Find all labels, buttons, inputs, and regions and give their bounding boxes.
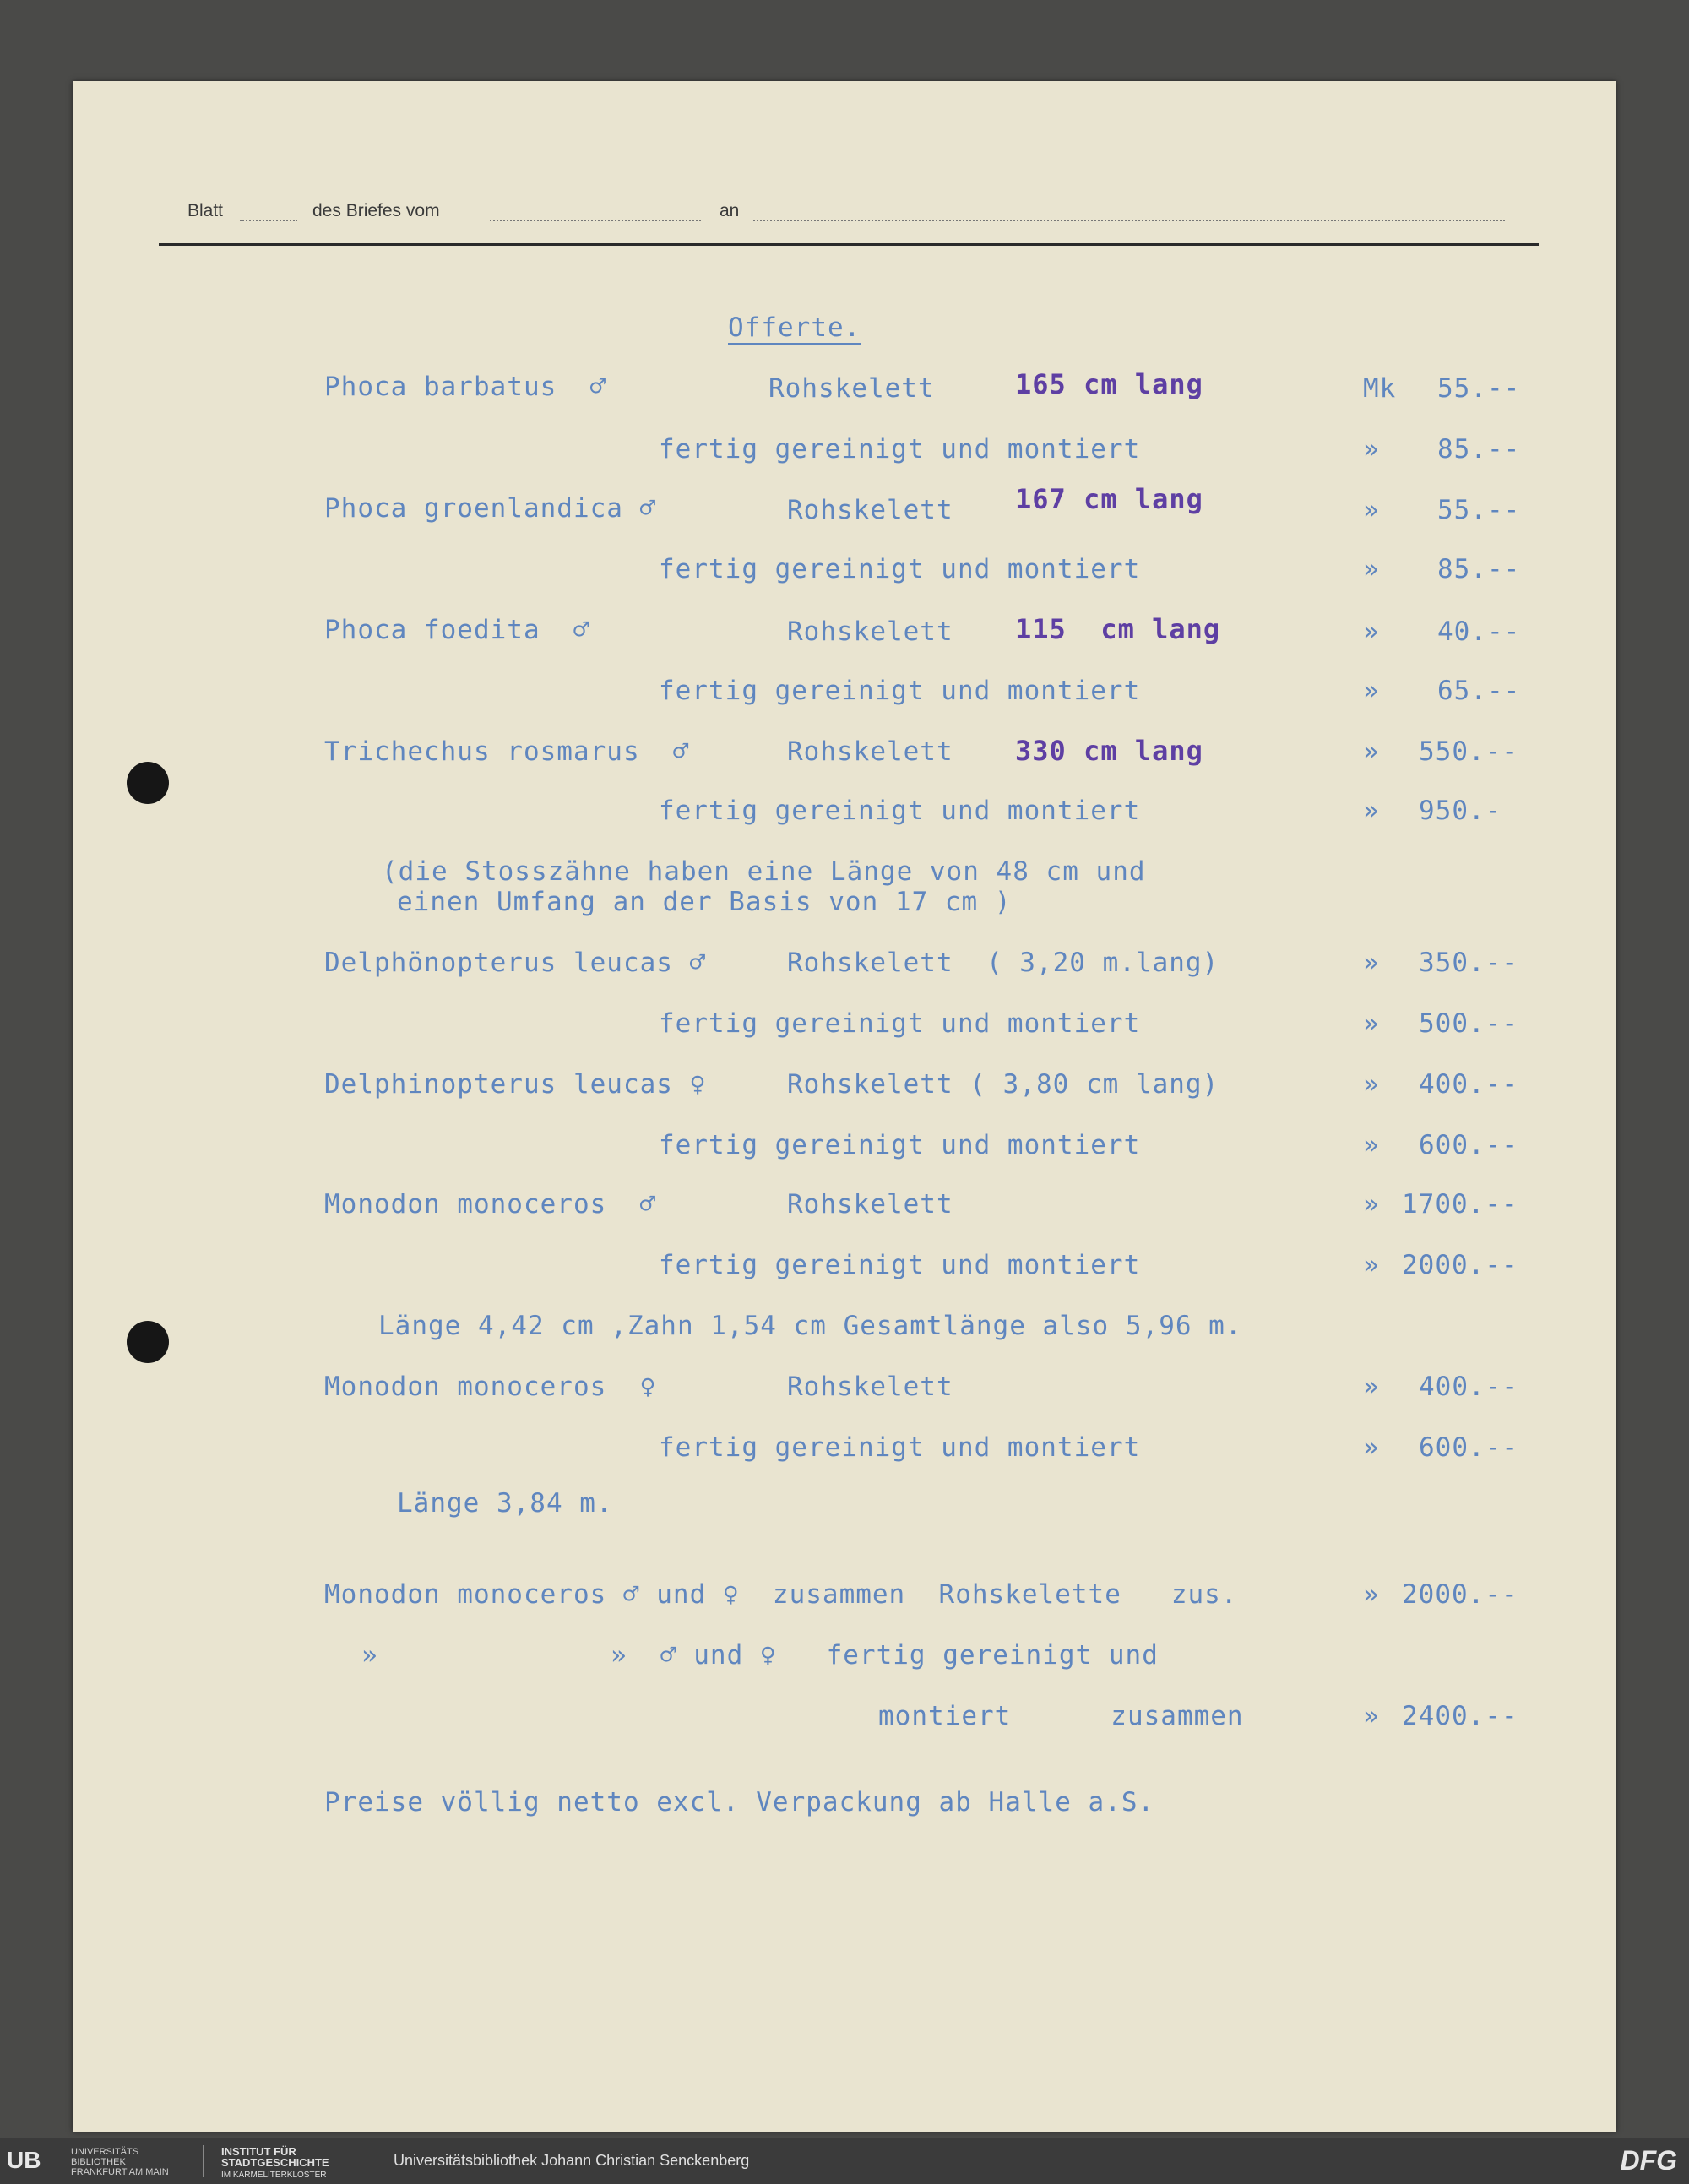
row-4-length-stamp: 115 cm lang: [1015, 613, 1221, 645]
letterhead-an: an: [720, 201, 740, 220]
row-10-name: Delphönopterus leucas ♂: [324, 948, 707, 978]
row-2-name: Phoca groenlandica ♂: [324, 493, 657, 524]
row-16-note: Länge 4,42 cm ,Zahn 1,54 cm Gesamtlänge also 5,96 m.: [378, 1311, 1242, 1341]
row-7-price: 950.-: [1419, 796, 1502, 826]
row-5-price: 65.--: [1437, 676, 1521, 706]
row-18-price: 600.--: [1419, 1432, 1518, 1463]
row-2-length-stamp: 167 cm lang: [1015, 483, 1203, 515]
row-6-unit: »: [1363, 736, 1380, 767]
row-5-item: fertig gereinigt und montiert: [659, 676, 1141, 706]
row-15-unit: »: [1363, 1250, 1380, 1280]
row-22-item: montiert zusammen: [878, 1701, 1244, 1731]
ifs-1: INSTITUT FÜR: [221, 2145, 296, 2158]
row-7-item: fertig gereinigt und montiert: [659, 796, 1141, 826]
viewer-footer: [0, 2138, 1689, 2184]
row-18-item: fertig gereinigt und montiert: [659, 1432, 1141, 1463]
row-7-unit: »: [1363, 796, 1380, 826]
row-0-item: Rohskelett: [768, 373, 935, 404]
row-12-name: Delphinopterus leucas ♀: [324, 1069, 707, 1100]
row-6-length-stamp: 330 cm lang: [1015, 735, 1203, 767]
row-5-unit: »: [1363, 676, 1380, 706]
row-14-name: Monodon monoceros ♂: [324, 1189, 657, 1220]
row-15-price: 2000.--: [1402, 1250, 1518, 1280]
row-4-price: 40.--: [1437, 617, 1521, 647]
letterhead-blatt-dots: [240, 220, 297, 221]
row-17-unit: »: [1363, 1372, 1380, 1402]
row-6-item: Rohskelett: [787, 736, 953, 767]
row-18-unit: »: [1363, 1432, 1380, 1463]
ifs-logo-text: [221, 2146, 329, 2181]
letterhead-blatt: Blatt: [187, 201, 224, 220]
row-2-price: 55.--: [1437, 495, 1521, 525]
row-4-unit: »: [1363, 617, 1380, 647]
row-13-unit: »: [1363, 1130, 1380, 1160]
row-12-unit: »: [1363, 1069, 1380, 1100]
letterhead-date-dots: [490, 220, 701, 221]
row-17-item: Rohskelett: [787, 1372, 953, 1402]
row-13-item: fertig gereinigt und montiert: [659, 1130, 1141, 1160]
row-9-note: einen Umfang an der Basis von 17 cm ): [397, 887, 1012, 917]
row-1-unit: »: [1363, 434, 1380, 465]
offer-title: Offerte.: [728, 312, 861, 343]
letterhead-des-briefes-vom: des Briefes vom: [312, 201, 440, 220]
row-21-name: » » ♂ und ♀ fertig gereinigt und: [361, 1640, 1159, 1671]
punch-hole-top: [127, 762, 169, 804]
row-12-item: Rohskelett ( 3,80 cm lang): [787, 1069, 1219, 1100]
ub-sub-1: UNIVERSITÄTS: [71, 2147, 139, 2157]
row-0-length-stamp: 165 cm lang: [1015, 368, 1203, 400]
row-1-price: 85.--: [1437, 434, 1521, 465]
row-14-price: 1700.--: [1402, 1189, 1518, 1220]
row-20-name: Monodon monoceros ♂ und ♀ zusammen Rohskelette zus.: [324, 1579, 1238, 1610]
ub-sub-2: BIBLIOTHEK: [71, 2157, 126, 2167]
letterhead: [187, 199, 1505, 228]
header-rule: [159, 243, 1539, 246]
ub-logo: UB: [7, 2147, 41, 2173]
row-20-unit: »: [1363, 1579, 1380, 1610]
row-14-item: Rohskelett: [787, 1189, 953, 1220]
row-8-note: (die Stosszähne haben eine Länge von 48 cm und: [382, 856, 1146, 887]
row-11-item: fertig gereinigt und montiert: [659, 1008, 1141, 1039]
ub-sub-3: FRANKFURT AM MAIN: [71, 2167, 169, 2177]
row-10-item: Rohskelett ( 3,20 m.lang): [787, 948, 1219, 978]
footer-separator: [203, 2145, 204, 2177]
row-13-price: 600.--: [1419, 1130, 1518, 1160]
row-6-name: Trichechus rosmarus ♂: [324, 736, 690, 767]
row-14-unit: »: [1363, 1189, 1380, 1220]
row-20-price: 2000.--: [1402, 1579, 1518, 1610]
row-10-price: 350.--: [1419, 948, 1518, 978]
row-11-unit: »: [1363, 1008, 1380, 1039]
row-6-price: 550.--: [1419, 736, 1518, 767]
ifs-2: STADTGESCHICHTE: [221, 2156, 329, 2169]
row-4-name: Phoca foedita ♂: [324, 615, 590, 645]
row-17-name: Monodon monoceros ♀: [324, 1372, 657, 1402]
row-10-unit: »: [1363, 948, 1380, 978]
row-2-item: Rohskelett: [787, 495, 953, 525]
row-12-price: 400.--: [1419, 1069, 1518, 1100]
row-23-note: Preise völlig netto excl. Verpackung ab Halle a.S.: [324, 1787, 1155, 1817]
row-11-price: 500.--: [1419, 1008, 1518, 1039]
library-name: Universitätsbibliothek Johann Christian Senckenberg: [394, 2152, 750, 2169]
punch-hole-bottom: [127, 1321, 169, 1363]
row-3-item: fertig gereinigt und montiert: [659, 554, 1141, 584]
row-0-unit: Mk: [1363, 373, 1397, 404]
row-17-price: 400.--: [1419, 1372, 1518, 1402]
row-15-item: fertig gereinigt und montiert: [659, 1250, 1141, 1280]
ifs-3: IM KARMELITERKLOSTER: [221, 2170, 327, 2180]
row-1-item: fertig gereinigt und montiert: [659, 434, 1141, 465]
letterhead-an-dots: [753, 220, 1505, 221]
row-3-unit: »: [1363, 554, 1380, 584]
dfg-logo: DFG: [1620, 2145, 1677, 2176]
row-0-price: 55.--: [1437, 373, 1521, 404]
ub-logo-text: [71, 2147, 169, 2177]
row-22-price: 2400.--: [1402, 1701, 1518, 1731]
row-22-unit: »: [1363, 1701, 1380, 1731]
row-4-item: Rohskelett: [787, 617, 953, 647]
row-3-price: 85.--: [1437, 554, 1521, 584]
row-2-unit: »: [1363, 495, 1380, 525]
row-19-note: Länge 3,84 m.: [397, 1488, 613, 1518]
row-0-name: Phoca barbatus ♂: [324, 372, 607, 402]
